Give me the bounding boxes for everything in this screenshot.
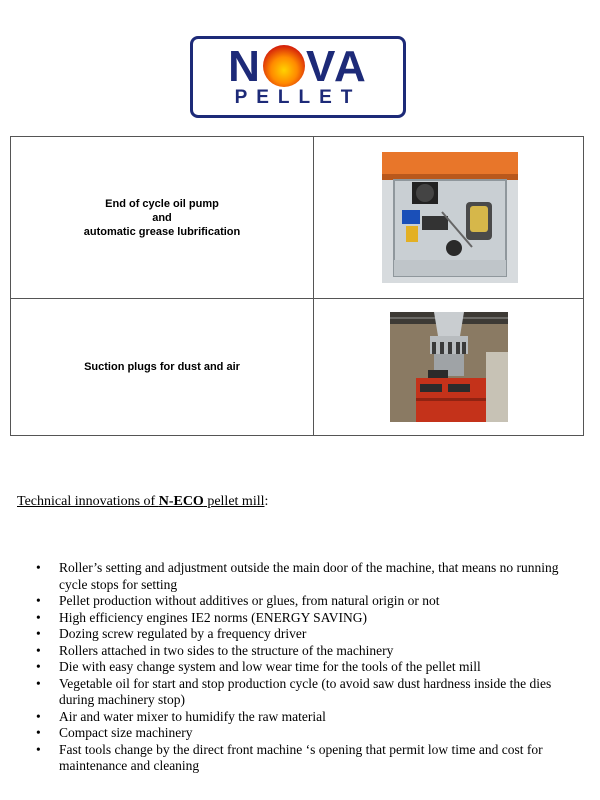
list-item-text: High efficiency engines IE2 norms (ENERGY SAVING) [59, 609, 367, 625]
list-item-text: Dozing screw regulated by a frequency driver [59, 626, 307, 641]
heading-prefix: Technical innovations of [17, 494, 159, 509]
bullet-icon: • [36, 609, 41, 625]
suction-plugs-photo [390, 312, 508, 422]
bullet-icon: • [36, 626, 41, 641]
list-item-text: Compact size machinery [59, 725, 193, 740]
bullet-icon: • [36, 708, 41, 724]
list-item [36, 742, 586, 775]
bullet-icon: • [36, 675, 41, 691]
bullet-icon: • [36, 725, 41, 740]
feature-image-cell [314, 137, 583, 298]
innovations-list [36, 560, 586, 775]
bullet-icon: • [36, 593, 41, 608]
feature-text-line: automatic grease lubrification [83, 225, 241, 238]
list-item-text: Pellet production without additives or glues, from natural origin or not [59, 593, 440, 608]
feature-image-cell [314, 298, 583, 435]
feature-text-line: Suction plugs for dust and air [84, 360, 240, 373]
list-item-text: Rollers attached in two sides to the structure of the machinery [59, 642, 394, 658]
feature-row [11, 137, 583, 299]
bullet-icon: • [36, 642, 41, 658]
list-item-text: Fast tools change by the direct front machine ‘s opening that permit low time and cost for maintenance and cleaning [59, 741, 543, 773]
feature-text-line: and [152, 211, 172, 224]
heading-suffix: pellet mill [203, 494, 265, 509]
list-item [36, 593, 586, 610]
list-item-text: Vegetable oil for start and stop production cycle (to avoid saw dust hardness inside the dies during machinery stop) [59, 675, 552, 707]
list-item-text: Die with easy change system and low wear time for the tools of the pellet mill [59, 659, 481, 674]
heading-colon: : [264, 494, 269, 509]
oil-pump-grease-lubrification-photo [382, 152, 518, 283]
nova-pellet-logo [190, 36, 406, 118]
features-table [10, 136, 584, 436]
list-item [36, 626, 586, 643]
bullet-icon: • [36, 560, 41, 575]
flame-icon [263, 45, 305, 87]
heading-brand: N-ECO [158, 494, 204, 509]
list-item [36, 709, 586, 726]
bullet-icon: • [36, 741, 41, 757]
logo-subtitle: PELLET [234, 87, 362, 108]
bullet-icon: • [36, 659, 41, 674]
technical-innovations-heading [17, 494, 268, 510]
list-item-text: Roller’s setting and adjustment outside the main door of the machine, that means no running cycle stops for setting [59, 560, 559, 592]
logo-wordmark: N VA [228, 42, 368, 91]
feature-row [11, 298, 583, 435]
feature-text-line: End of cycle oil pump [105, 197, 219, 210]
list-item [36, 676, 586, 709]
list-item-text: Air and water mixer to humidify the raw material [59, 708, 326, 724]
feature-description [11, 298, 314, 435]
feature-description [11, 137, 314, 298]
list-item [36, 610, 586, 627]
list-item [36, 560, 586, 593]
list-item [36, 725, 586, 742]
list-item [36, 659, 586, 676]
list-item [36, 643, 586, 660]
